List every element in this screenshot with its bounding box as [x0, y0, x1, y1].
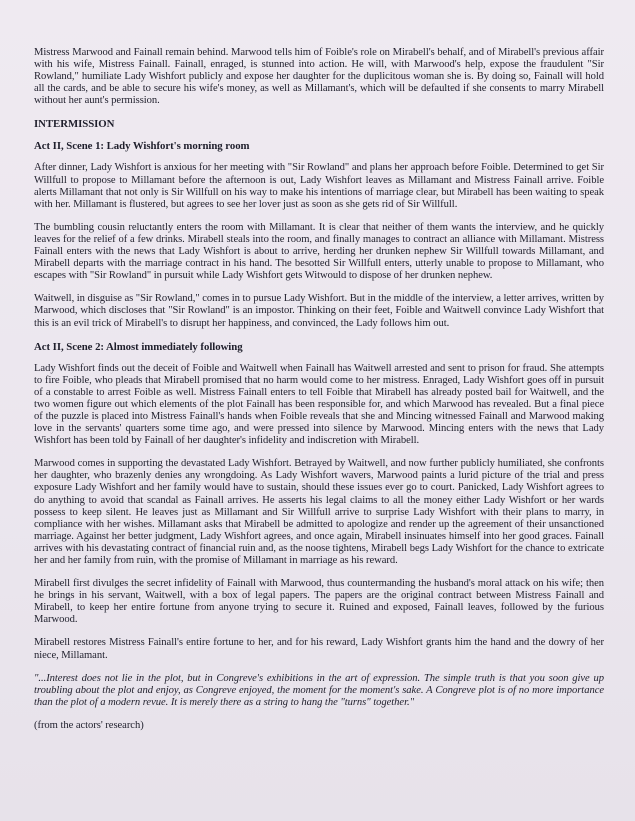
paragraph-after-dinner: After dinner, Lady Wishfort is anxious for her meeting with "Sir Rowland" and plans her approach before Foible. Determined to get Sir Willfull to propose to Millamant before the afternoon is out, Lady Wishfort leaves as Millamant and Mistress Fainall arrive. Foible alerts Millamant that not only is Sir Willfull on his way to make his intentions of marriage clear, but Mirabell has been waiting to speak with her. Millamant is flustered, but agrees to see her lover just as soon as she gets rid of Sir Willfull. — [34, 162, 604, 210]
intermission-heading: INTERMISSION — [34, 118, 115, 131]
scene-heading-act2-scene1: Act II, Scene 1: Lady Wishfort's morning room — [34, 140, 250, 153]
scene-heading-act2-scene2: Act II, Scene 2: Almost immediately following — [34, 340, 243, 353]
paragraph-marwood-supports: Marwood comes in supporting the devastated Lady Wishfort. Betrayed by Waitwell, and now further publicly humiliated, she confronts her daughter, who brazenly denies any wrongdoing. As Lady Wishfort wavers, Marwood paints a lurid picture of the trial and press exposure Lady Wishfort and her family would have to sustain, should these issues ever go to court. Panicked, Lady Wishfort agrees to do anything to avoid that scandal as Fainall arrives. He asserts his legal claims to all the money either Lady Wishfort or her wards possess to keep silent. He leaves just as Millamant and Sir Willfull arrive to surprise Lady Wishfort with their plans to marry, in compliance with her wishes. Millamant asks that Mirabell be admitted to apologize and render up the agreement of their unsanctioned marriage. Against her better judgment, Lady Wishfort agrees, and once again, Mirabell insinuates himself into her good graces. Fainall arrives with his devastating contract of financial ruin and, as the noose tightens, Mirabell begs Lady Wishfort for the chance to extricate her and her family from ruin, with the promise of Millamant in marriage as his reward. — [34, 458, 604, 566]
paragraph-mirabell-divulges: Mirabell first divulges the secret infidelity of Fainall with Marwood, thus countermanding the husband's moral attack on his wife; then he brings in his servant, Waitwell, with a box of legal papers. The papers are the original contract between Mistress Fainall and Mirabell, to keep her entire fortune from anyone trying to secure it. Ruined and exposed, Fainall leaves, followed by the furious Marwood. — [34, 578, 604, 626]
paragraph-deceit-revealed: Lady Wishfort finds out the deceit of Foible and Waitwell when Fainall has Waitwell arrested and sent to prison for fraud. She attempts to fire Foible, who pleads that Mirabell promised that no harm would come to her mistress. Enraged, Lady Wishfort goes off in pursuit of a constable to arrest Foible as well. Mistress Fainall enters to tell Foible that Mirabell has already posted bail for Waitwell, and the two women figure out which elements of the plot Fainall has been responsible for, and which Marwood has revealed. But a final piece of the puzzle is placed into Mistress Fainall's hands when Foible reveals that she and Mincing witnessed Fainall and Marwood making love in the servants' quarters some time ago, and were pressed into silence by Marwood. Mincing enters with the news that Lady Wishfort has been told by Fainall of her daughter's infidelity and indiscretion with Mirabell. — [34, 362, 604, 447]
paragraph-marwood-fainall: Mistress Marwood and Fainall remain behind. Marwood tells him of Foible's role on Mirabell's behalf, and of Mirabell's previous affair with his wife, Mistress Fainall. Fainall, enraged, is stunned into action. He will, with Marwood's help, expose the fraudulent "Sir Rowland," humiliate Lady Wishfort publicly and expose her daughter for the duplicitous woman she is. By doing so, Fainall will hold all the cards, and be able to secure his wife's money, as well as Millamant's, which will be defaulted if she consents to marry Mirabell without her aunt's permission. — [34, 47, 604, 107]
congreve-quote: "...Interest does not lie in the plot, but in Congreve's exhibitions in the art of expression. The simple truth is that you soon give up troubling about the plot and enjoy, as Congreve enjoyed, the moment for the moment's sake. A Congreve plot is of no more importance than the plot of a modern revue. It is merely there as a string to hang the "turns" together." — [34, 672, 604, 708]
document-body — [34, 47, 604, 743]
paragraph-mirabell-restores: Mirabell restores Mistress Fainall's entire fortune to her, and for his reward, Lady Wishfort grants him the hand and the dowry of her niece, Millamant. — [34, 637, 604, 661]
quote-attribution: (from the actors' research) — [34, 719, 144, 731]
paragraph-bumbling-cousin: The bumbling cousin reluctantly enters the room with Millamant. It is clear that neither of them wants the interview, and he quickly leaves for the relief of a few drinks. Mirabell steals into the room, and finally manages to contract an alliance with Millamant. Mistress Fainall enters with the news that Lady Wishfort is about to arrive, herding her drunken nephew Sir Willfull towards Millamant, and Mirabell departs with the marriage contract in his hand. The besotted Sir Willfull enters, utterly unable to propose to Millamant, who escapes with "Sir Rowland" in pursuit while Lady Wishfort gets Witwould to dispose of her drunken nephew. — [34, 221, 604, 282]
paragraph-waitwell-disguise: Waitwell, in disguise as "Sir Rowland," comes in to pursue Lady Wishfort. But in the middle of the interview, a letter arrives, written by Marwood, which discloses that "Sir Rowland" is an impostor. Thinking on their feet, Foible and Waitwell convince Lady Wishfort that this is an evil trick of Mirabell's to disrupt her happiness, and convinced, the Lady follows him out. — [34, 293, 604, 329]
